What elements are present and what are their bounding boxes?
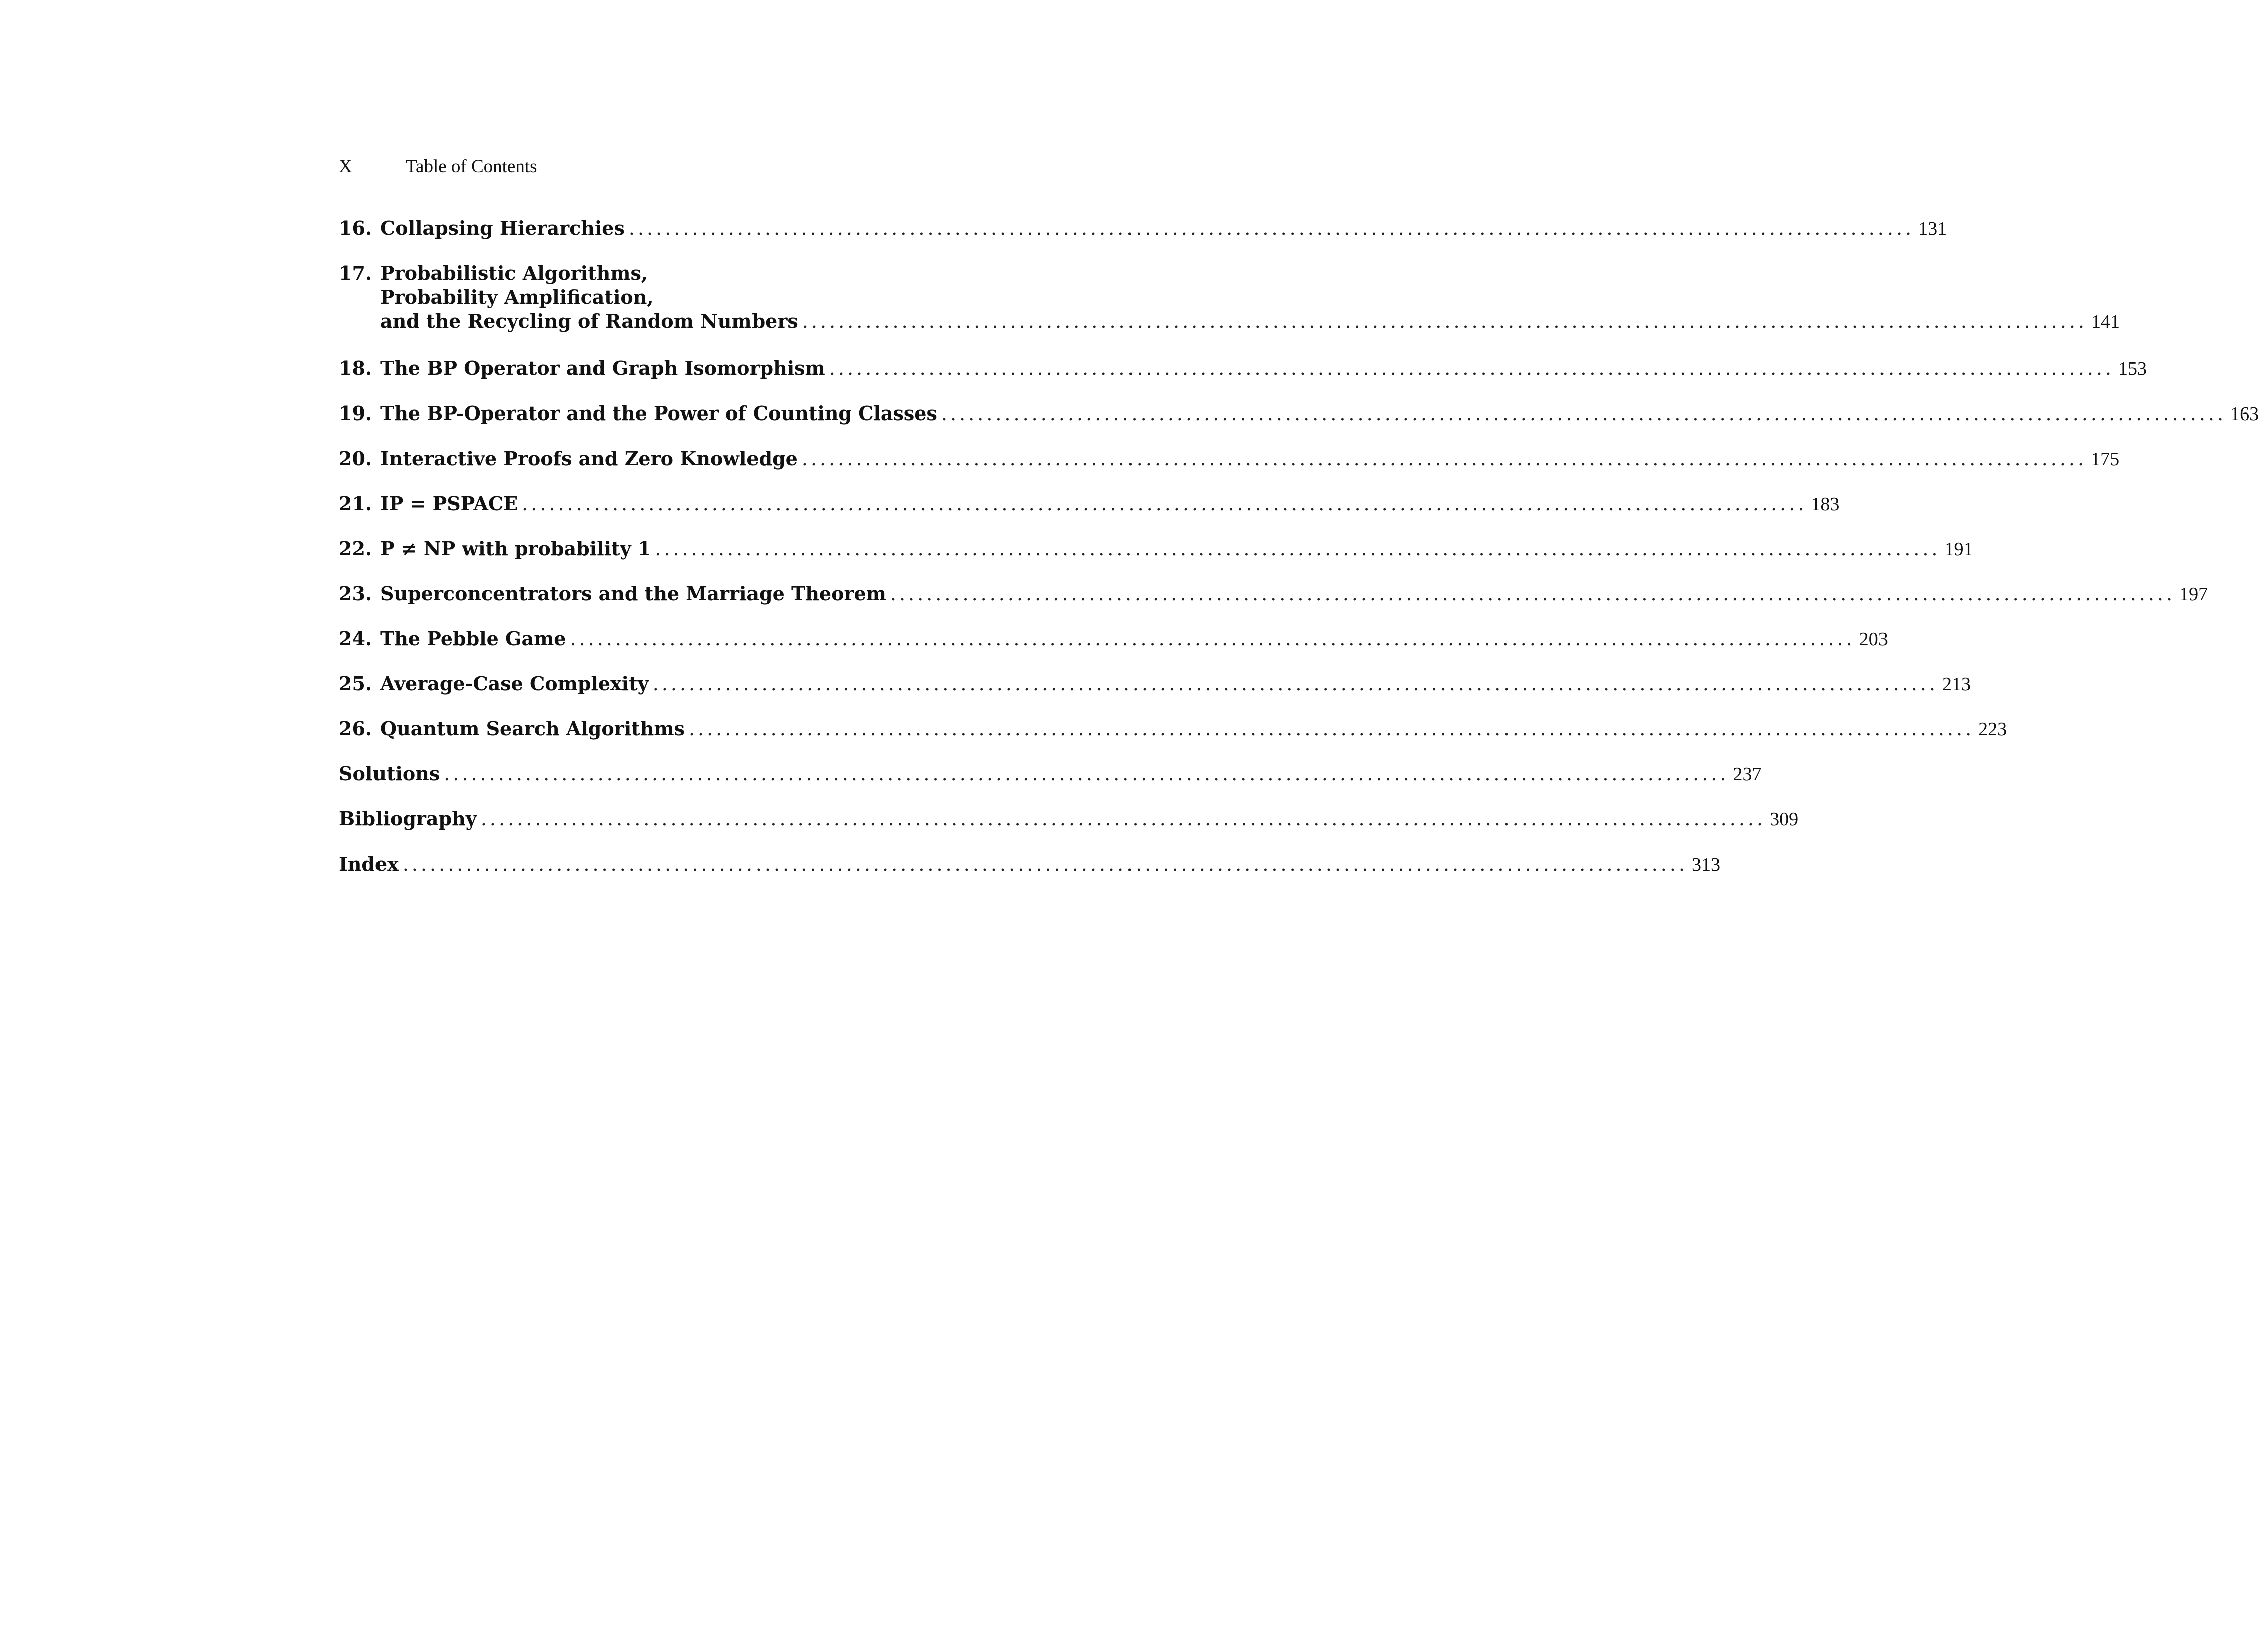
toc-entry-page: 191 xyxy=(1944,539,1973,560)
toc-entry-number: 19. xyxy=(339,402,372,425)
toc-entry-title-line-2: Probability Amplification, xyxy=(380,286,654,308)
toc-entry-index[interactable] xyxy=(339,852,1721,876)
toc-entry-page: 313 xyxy=(1692,854,1721,875)
toc-entry-page: 131 xyxy=(1918,218,1947,239)
toc-entry-title: Bibliography xyxy=(339,807,477,830)
toc-entry-title-line-3: and the Recycling of Random Numbers xyxy=(380,310,798,332)
toc-entry-23[interactable] xyxy=(339,582,2208,606)
toc-entry-number: 18. xyxy=(339,357,372,379)
toc-entry-title: Quantum Search Algorithms xyxy=(380,717,685,740)
toc-entry-25[interactable] xyxy=(339,672,1971,696)
toc-entry-17[interactable] xyxy=(339,261,2120,333)
toc-entry-page: 163 xyxy=(2230,403,2259,425)
dot-leader: .............................................................................................................................................. xyxy=(522,493,1807,515)
toc-entry-page: 141 xyxy=(2091,311,2120,332)
toc-entry-page: 237 xyxy=(1733,764,1762,785)
dot-leader: .............................................................................................................................................. xyxy=(402,853,1688,875)
toc-entry-19[interactable] xyxy=(339,401,2259,426)
toc-entry-title: Collapsing Hierarchies xyxy=(380,217,625,239)
toc-entry-title: The BP Operator and Graph Isomorphism xyxy=(380,357,825,379)
toc-entry-title: Index xyxy=(339,853,399,875)
dot-leader: .............................................................................................................................................. xyxy=(688,718,1975,740)
toc-entry-number: 16. xyxy=(339,217,372,239)
toc-entry-page: 213 xyxy=(1942,674,1971,695)
dot-leader: .............................................................................................................................................. xyxy=(801,448,2087,470)
toc-entry-26[interactable] xyxy=(339,717,2007,741)
toc-entry-title-line-1: Probabilistic Algorithms, xyxy=(380,262,648,284)
toc-entry-number: 23. xyxy=(339,582,372,605)
page-folio: X xyxy=(339,156,352,177)
toc-entry-number: 26. xyxy=(339,717,372,740)
toc-entry-16[interactable] xyxy=(339,216,1947,240)
toc-entry-22[interactable] xyxy=(339,537,1973,561)
dot-leader: .............................................................................................................................................. xyxy=(802,310,2087,332)
dot-leader: .............................................................................................................................................. xyxy=(652,673,1938,695)
toc-entry-number: 24. xyxy=(339,627,372,650)
dot-leader: .............................................................................................................................................. xyxy=(941,402,2227,425)
toc-entry-title: Interactive Proofs and Zero Knowledge xyxy=(380,447,798,470)
toc-entry-title: Average-Case Complexity xyxy=(380,672,649,695)
toc-entry-solutions[interactable] xyxy=(339,762,1762,786)
toc-entry-bibliography[interactable] xyxy=(339,807,1799,831)
toc-entry-number: 17. xyxy=(339,262,372,284)
dot-leader: .............................................................................................................................................. xyxy=(444,763,1729,785)
toc-entry-page: 197 xyxy=(2179,584,2208,605)
toc-entry-title: Solutions xyxy=(339,762,440,785)
toc-entry-title: P ≠ NP with probability 1 xyxy=(380,537,651,560)
toc-entry-18[interactable] xyxy=(339,356,2147,380)
toc-entry-24[interactable] xyxy=(339,627,1888,651)
toc-entry-title: Superconcentrators and the Marriage Theorem xyxy=(380,582,886,605)
dot-leader: .............................................................................................................................................. xyxy=(655,538,1941,560)
dot-leader: .............................................................................................................................................. xyxy=(628,217,1915,239)
dot-leader: .............................................................................................................................................. xyxy=(570,628,1855,650)
toc-entry-page: 309 xyxy=(1770,809,1799,830)
dot-leader: .............................................................................................................................................. xyxy=(829,357,2115,379)
toc-entry-number: 21. xyxy=(339,492,372,515)
dot-leader: .............................................................................................................................................. xyxy=(890,583,2176,605)
running-head xyxy=(339,154,1025,179)
toc-entry-page: 175 xyxy=(2091,449,2120,470)
toc-entry-title: The BP-Operator and the Power of Counting Classes xyxy=(380,402,937,425)
toc-entry-number: 20. xyxy=(339,447,372,470)
toc-entry-page: 183 xyxy=(1811,494,1840,515)
toc-entry-title: IP = PSPACE xyxy=(380,492,518,515)
toc-entry-21[interactable] xyxy=(339,492,1840,516)
toc-entry-page: 153 xyxy=(2118,358,2147,379)
toc-entry-20[interactable] xyxy=(339,447,2120,471)
toc-entry-page: 203 xyxy=(1859,629,1888,650)
toc-entry-number: 22. xyxy=(339,537,372,560)
dot-leader: .............................................................................................................................................. xyxy=(480,808,1766,830)
toc-entry-page: 223 xyxy=(1978,719,2007,740)
running-head-title: Table of Contents xyxy=(406,156,537,177)
toc-entry-title: The Pebble Game xyxy=(380,627,566,650)
toc-entry-number: 25. xyxy=(339,672,372,695)
